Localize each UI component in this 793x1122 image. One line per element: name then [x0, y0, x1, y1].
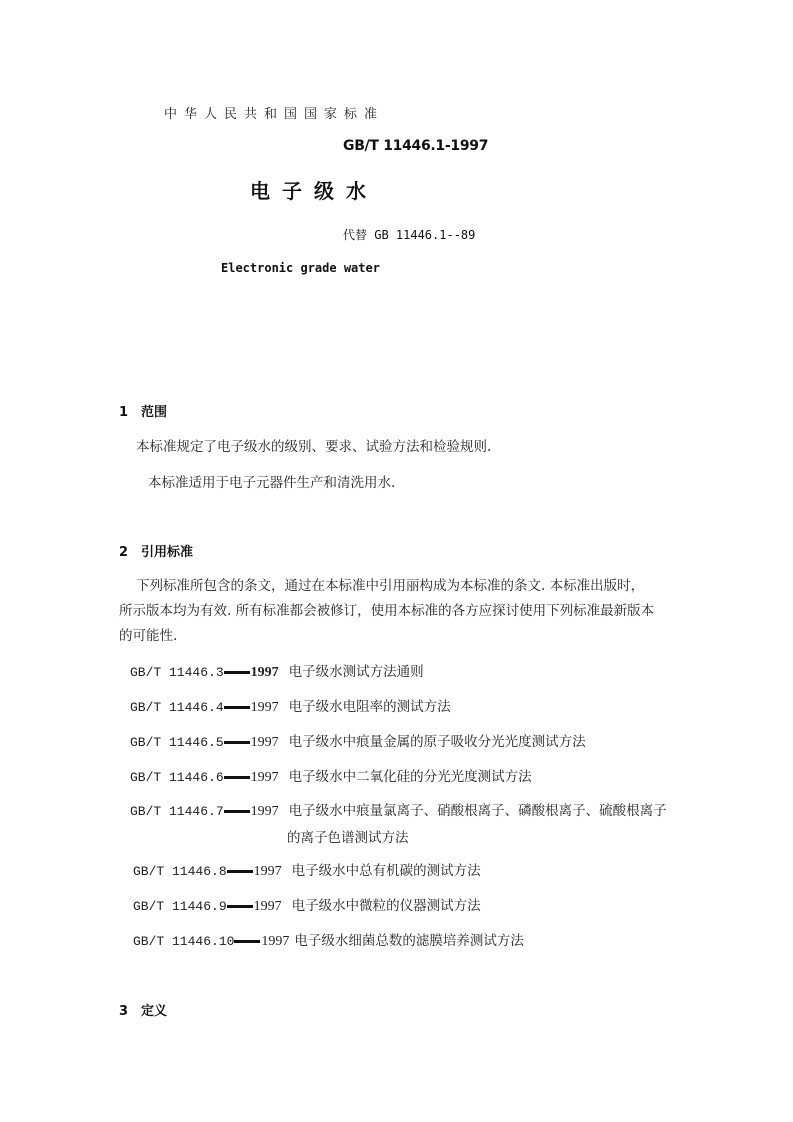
section-heading-normative-references	[119, 541, 193, 560]
reference-item: GB/T 11446.8 1997 电子级水中总有机碳的测试方法	[133, 863, 481, 879]
reference-item: GB/T 11446.10 1997 电子级水细菌总数的滤膜培养测试方法	[133, 933, 524, 949]
reference-item: GB/T 11446.9 1997 电子级水中微粒的仪器测试方法	[133, 898, 481, 914]
section-title: 引用标准	[141, 545, 194, 560]
dash	[224, 671, 250, 674]
dash	[224, 776, 250, 779]
paragraph: 本标准规定了电子级水的级别、要求、试验方法和检验规则.	[136, 439, 492, 455]
paragraph: 本标准适用于电子元器件生产和清洗用水.	[148, 475, 396, 491]
reference-item: GB/T 11446.3 1997 电子级水测试方法通则	[130, 664, 424, 680]
section-number: 3	[119, 1004, 129, 1019]
dash	[234, 940, 260, 943]
dash	[224, 741, 250, 744]
replaces-note: 代替 GB 11446.1--89	[343, 228, 476, 242]
dash	[227, 870, 253, 873]
reference-item: GB/T 11446.7 1997 电子级水中痕量氯离子、硝酸根离子、磷酸根离子、硫酸根离子 的离子色谱测试方法	[130, 803, 667, 846]
paragraph: 所示版本均为有效. 所有标准都会被修订，使用本标准的各方应探讨使用下列标准最新版本	[119, 603, 655, 619]
reference-item: GB/T 11446.5 1997 电子级水中痕量金属的原子吸收分光光度测试方法	[130, 734, 586, 750]
section-title: 范围	[141, 405, 168, 420]
section-title: 定义	[141, 1004, 168, 1019]
standard-number: GB/T 11446.1-1997	[343, 138, 489, 154]
section-heading-scope	[119, 401, 167, 420]
paragraph: 的可能性.	[119, 628, 178, 644]
dash	[224, 706, 250, 709]
dash	[227, 905, 253, 908]
paragraph: 下列标准所包含的条文，通过在本标准中引用丽构成为本标准的条文. 本标准出版时，	[136, 578, 645, 594]
section-heading-definitions	[119, 1000, 167, 1019]
reference-item: GB/T 11446.6 1997 电子级水中二氧化硅的分光光度测试方法	[130, 769, 532, 785]
document-title-cn: 电子级水	[250, 179, 378, 203]
reference-item: GB/T 11446.4 1997 电子级水电阻率的测试方法	[130, 699, 451, 715]
document-title-en: Electronic grade water	[221, 261, 380, 275]
section-number: 2	[119, 545, 129, 560]
section-number: 1	[119, 405, 129, 420]
dash	[224, 810, 250, 813]
national-standard-label: 中华人民共和国国家标准	[164, 107, 385, 122]
